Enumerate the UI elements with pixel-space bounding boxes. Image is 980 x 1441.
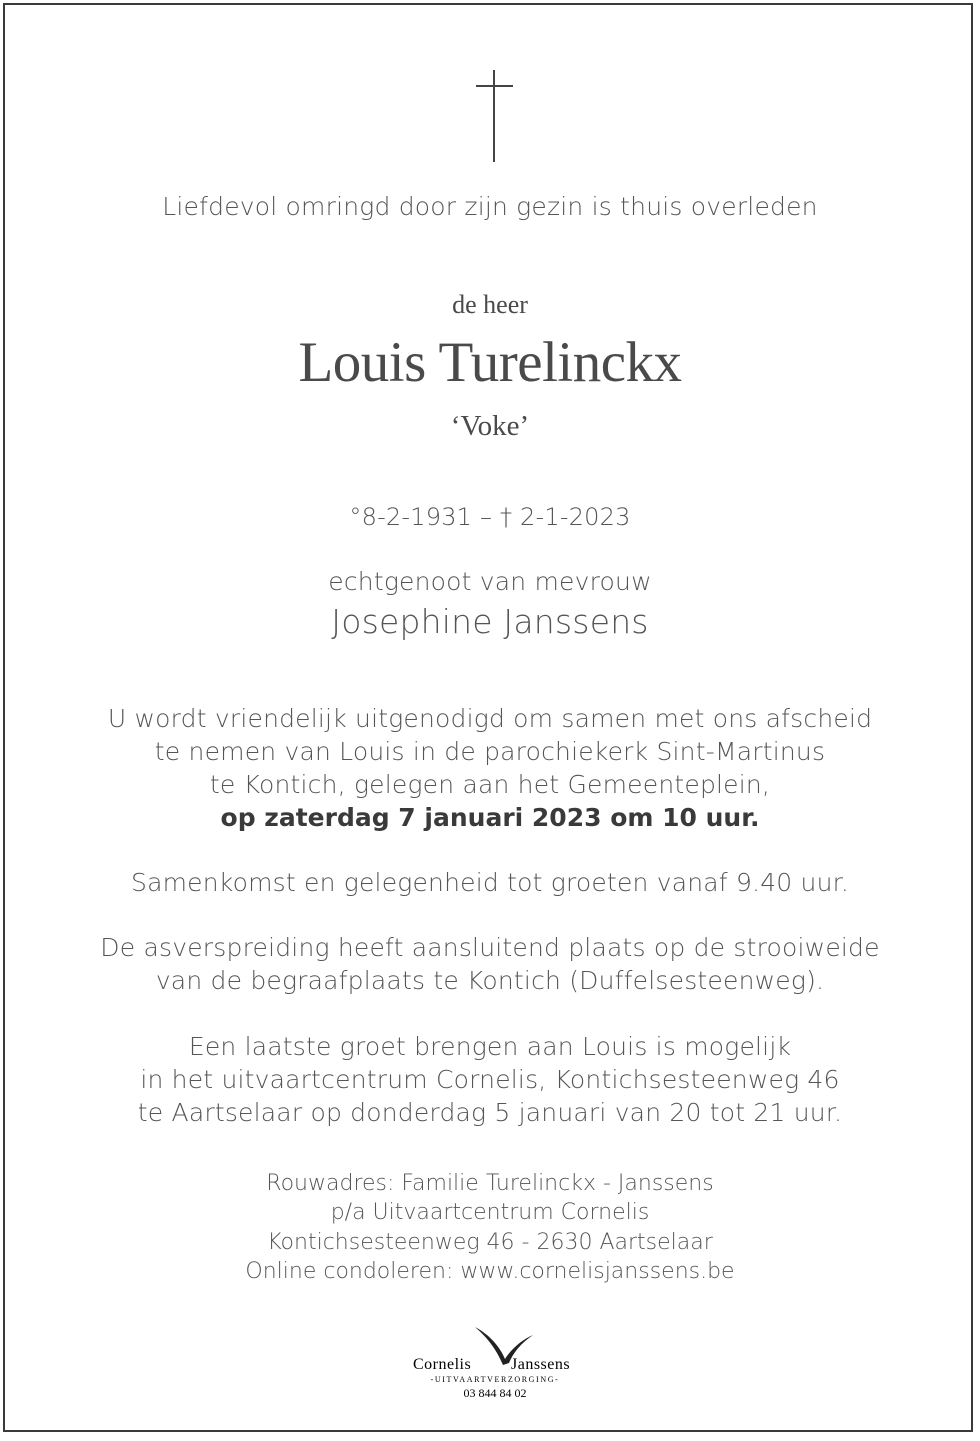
funeral-home-logo <box>405 1325 585 1405</box>
cross-icon <box>475 70 515 162</box>
ash-line-1: De asverspreiding heeft aansluitend plaats op de strooiweide <box>100 933 880 962</box>
logo-name-left: Cornelis <box>413 1356 472 1373</box>
ceremony-time: op zaterdag 7 januari 2023 om 10 uur. <box>220 803 760 832</box>
invitation-line-3: te Kontich, gelegen aan het Gemeenteplein, <box>209 770 771 799</box>
invitation-line-2: te nemen van Louis in de parochiekerk Sint-Martinus <box>154 737 826 766</box>
spouse-label: echtgenoot van mevrouw <box>328 567 652 596</box>
address-line-2: p/a Uitvaartcentrum Cornelis <box>330 1200 650 1225</box>
deceased-name: Louis Turelinckx <box>298 331 682 394</box>
nickname: ‘Voke’ <box>450 410 530 442</box>
greeting-line-1: Een laatste groet brengen aan Louis is mogelijk <box>188 1032 792 1061</box>
ash-line-2: van de begraafplaats te Kontich (Duffelsesteenweg). <box>155 966 825 995</box>
address-line-4[interactable]: Online condoleren: www.cornelisjanssens.be <box>245 1259 735 1284</box>
greeting-line-2: in het uitvaartcentrum Cornelis, Kontichsesteenweg 46 <box>140 1065 840 1094</box>
invitation-line-1: U wordt vriendelijk uitgenodigd om samen met ons afscheid <box>107 704 873 733</box>
greeting-line-3: te Aartselaar op donderdag 5 januari van 20 tot 21 uur. <box>137 1098 843 1127</box>
life-dates: °8-2-1931 – † 2-1-2023 <box>349 503 631 531</box>
spouse-name: Josephine Janssens <box>331 602 649 641</box>
logo-subtitle: -UITVAARTVERZORGING- <box>430 1375 560 1384</box>
gathering-text: Samenkomst en gelegenheid tot groeten vanaf 9.40 uur. <box>131 868 849 897</box>
title-prefix: de heer <box>452 290 528 319</box>
logo-name-right: Janssens <box>511 1356 571 1373</box>
intro-text: Liefdevol omringd door zijn gezin is thuis overleden <box>162 192 818 221</box>
address-line-1: Rouwadres: Familie Turelinckx - Janssens <box>266 1171 714 1196</box>
address-line-3: Kontichsesteenweg 46 - 2630 Aartselaar <box>267 1230 713 1255</box>
logo-phone: 03 844 84 02 <box>463 1386 527 1400</box>
